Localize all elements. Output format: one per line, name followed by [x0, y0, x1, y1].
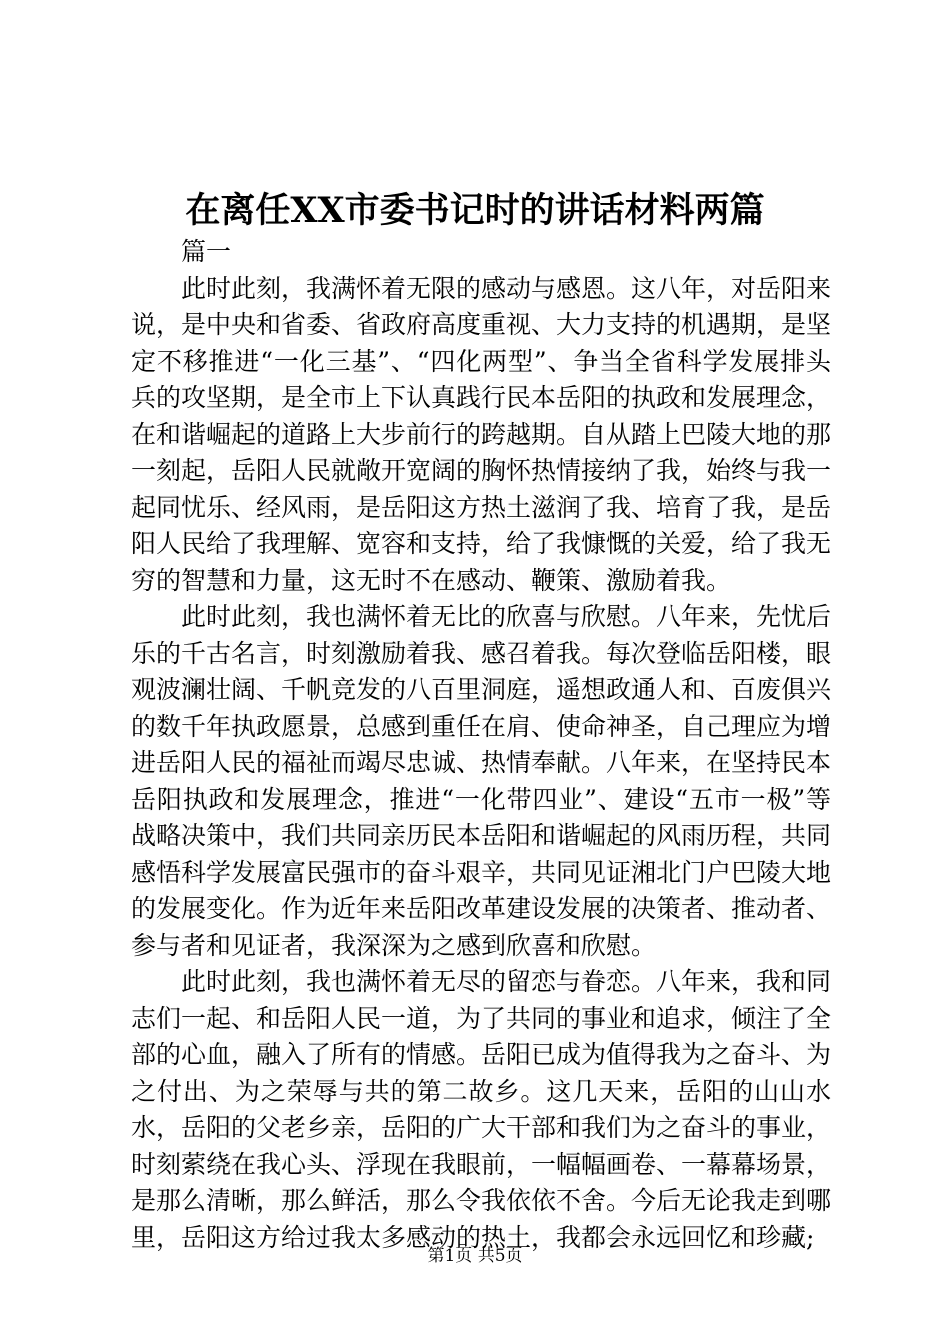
paragraph-3: 此时此刻，我也满怀着无尽的留恋与眷恋。八年来，我和同志们一起、和岳阳人民一道，为了共同的事业和追求，倾注了全部的心血，融入了所有的情感。岳阳已成为值得我为之奋斗、为之付出、为之荣辱与共的第二故乡。这几天来，岳阳的山山水水，岳阳的父老乡亲，岳阳的广大干部和我们为之奋斗的事业，时刻萦绕在我心头、浮现在我眼前，一幅幅画卷、一幕幕场景，是那么清晰，那么鲜活，那么令我依依不舍。今后无论我走到哪里，岳阳这方给过我太多感动的热土，我都会永远回忆和珍藏;: [131, 967, 832, 1252]
document-body: [131, 234, 831, 1256]
paragraph-2: 此时此刻，我也满怀着无比的欣喜与欣慰。八年来，先忧后乐的千古名言，时刻激励着我、感召着我。每次登临岳阳楼，眼观波澜壮阔、千帆竞发的八百里洞庭，遥想政通人和、百废俱兴的数千年执政愿景，总感到重任在肩、使命神圣，自己理应为增进岳阳人民的福祉而竭尽忠诚、热情奉献。八年来，在坚持民本岳阳执政和发展理念，推进“一化带四业”、建设“五市一极”等战略决策中，我们共同亲历民本岳阳和谐崛起的风雨历程，共同感悟科学发展富民强市的奋斗艰辛，共同见证湘北门户巴陵大地的发展变化。作为近年来岳阳改革建设发展的决策者、推动者、参与者和见证者，我深深为之感到欣喜和欣慰。: [131, 602, 832, 960]
section-label: 篇一: [181, 237, 232, 266]
page-footer: 第1页 共5页: [427, 1246, 523, 1266]
paragraph-1: 此时此刻，我满怀着无限的感动与感恩。这八年，对岳阳来说，是中央和省委、省政府高度重视、大力支持的机遇期，是坚定不移推进“一化三基”、“四化两型”、争当全省科学发展排头兵的攻坚期，是全市上下认真践行民本岳阳的执政和发展理念，在和谐崛起的道路上大步前行的跨越期。自从踏上巴陵大地的那一刻起，岳阳人民就敞开宽阔的胸怀热情接纳了我，始终与我一起同忧乐、经风雨，是岳阳这方热土滋润了我、培育了我，是岳阳人民给了我理解、宽容和支持，给了我慷慨的关爱，给了我无穷的智慧和力量，这无时不在感动、鞭策、激励着我。: [131, 273, 832, 595]
document-title: 在离任XX市委书记时的讲话材料两篇: [185, 190, 765, 231]
